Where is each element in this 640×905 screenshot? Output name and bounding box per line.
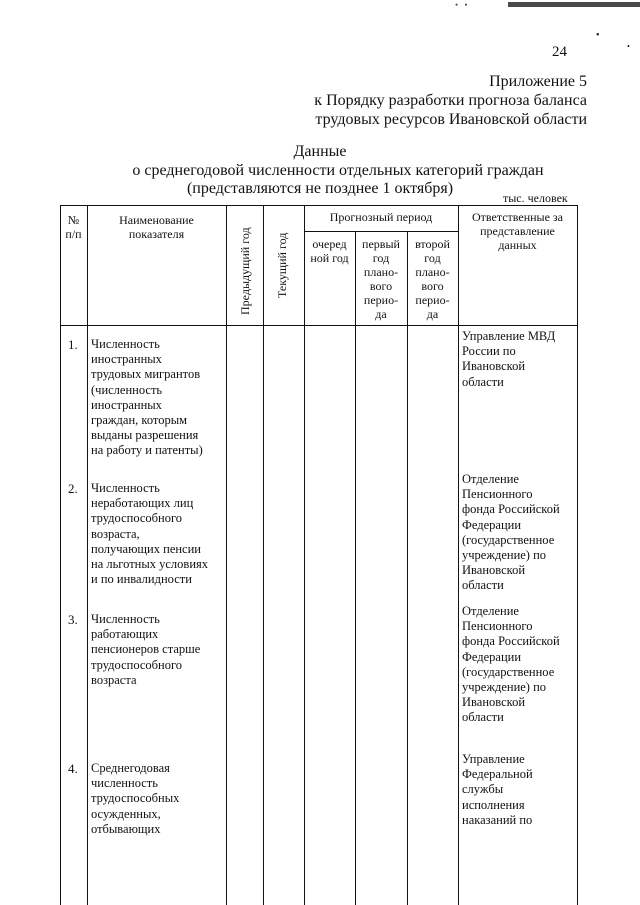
scan-artifact-mark: • xyxy=(627,42,630,51)
header-forecast: Прогнозный период xyxy=(329,210,433,224)
row-number: 3. xyxy=(68,612,78,627)
row-indicator-name: Численность неработающих лиц трудоспособного возраста, получающих пенсии на льготных условиях и по инвалидности xyxy=(91,481,209,587)
row-responsible: Отделение Пенсионного фонда Российской Федерации (государственное учреждение) по Ивановской области xyxy=(462,472,560,593)
header-next-year: очеред ной год xyxy=(310,237,349,265)
row-number: 4. xyxy=(68,761,78,776)
row-responsible: Управление МВД России по Ивановской области xyxy=(462,329,556,389)
scan-artifact-dots: • • xyxy=(455,0,470,10)
doc-subtitle: о среднегодовой численности отдельных категорий граждан xyxy=(132,162,544,179)
header-name: Наименование показателя xyxy=(119,213,194,241)
header-current-year: Текущий год xyxy=(275,232,289,298)
header-prev-year: Предыдущий год xyxy=(238,227,252,315)
row-number: 2. xyxy=(68,481,78,496)
appendix-line-2: к Порядку разработки прогноза баланса xyxy=(314,92,587,109)
row-indicator-name: Численность работающих пенсионеров старше трудоспособного возраста xyxy=(91,612,201,687)
doc-deadline: (представляются не позднее 1 октября) xyxy=(186,180,454,197)
header-num: № п/п xyxy=(65,213,82,241)
scan-artifact-strip xyxy=(508,2,640,7)
appendix-line-3: трудовых ресурсов Ивановской области xyxy=(315,111,587,128)
page-number: 24 xyxy=(552,44,567,60)
row-responsible: Управление Федеральной службы исполнения наказаний по xyxy=(462,752,533,827)
row-indicator-name: Среднегодовая численность трудоспособных осужденных, отбывающих xyxy=(91,761,180,836)
row-responsible: Отделение Пенсионного фонда Российской Федерации (государственное учреждение) по Ивановской области xyxy=(462,604,560,725)
header-responsible: Ответственные за представление данных xyxy=(471,210,563,252)
unit-label: тыс. человек xyxy=(503,191,568,205)
row-indicator-name: Численность иностранных трудовых мигрантов (численность иностранных граждан, которым выданы разрешения на работу и патенты) xyxy=(91,337,203,458)
appendix-line-1: Приложение 5 xyxy=(489,73,587,90)
row-number: 1. xyxy=(68,337,78,352)
doc-title: Данные xyxy=(293,143,347,160)
header-second-plan-year: второй год плано- вого перио- да xyxy=(415,237,450,321)
scan-artifact-mark: • xyxy=(596,30,600,41)
header-first-plan-year: первый год плано- вого перио- да xyxy=(362,237,400,321)
